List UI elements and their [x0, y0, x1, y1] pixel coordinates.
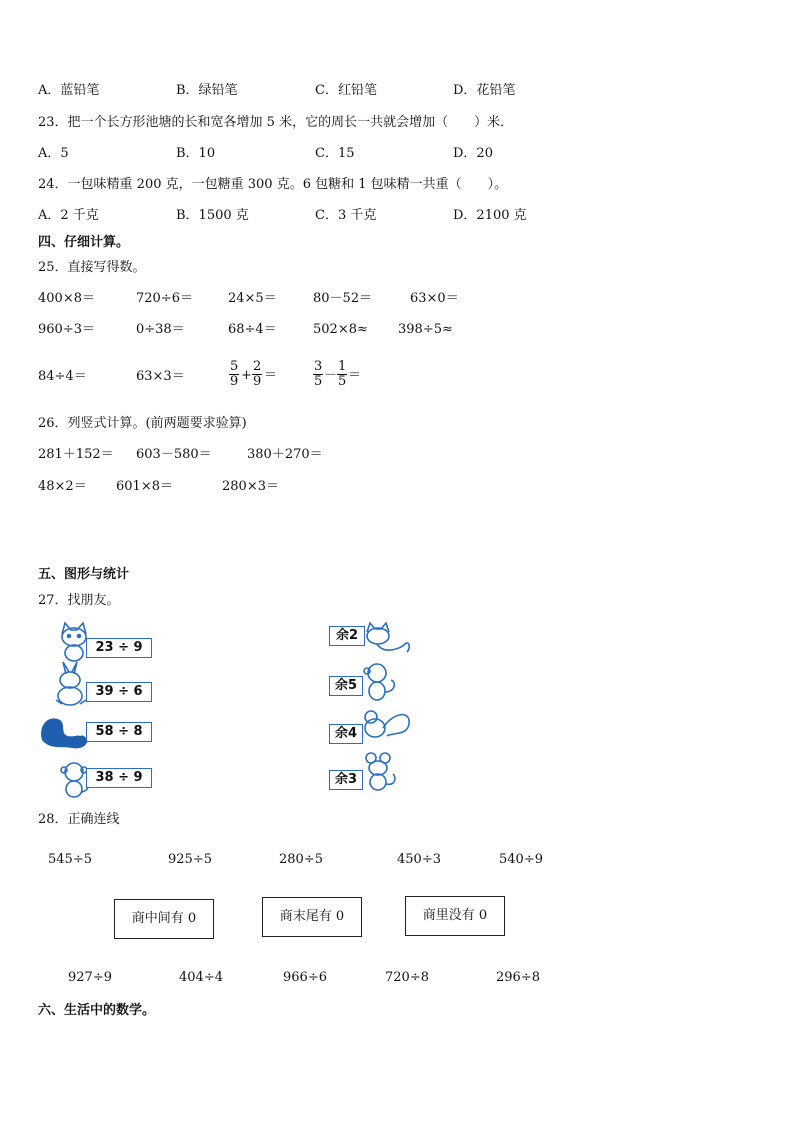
q22-option-c: C．红铅笔: [315, 83, 377, 98]
q24-option-c: C．3 千克: [315, 208, 377, 223]
q25-item: 502×8≈: [313, 322, 368, 337]
monkey-icon: [361, 662, 405, 704]
equals-sign: ＝: [264, 368, 278, 383]
q27-right-label: 余4: [329, 724, 363, 744]
q25-title: 25．直接写得数。: [38, 260, 146, 275]
q27-title: 27．找朋友。: [38, 593, 120, 608]
q23-option-c: C．15: [315, 146, 355, 161]
q26-item: 603－580＝: [136, 447, 212, 462]
equals-sign: ＝: [348, 368, 362, 383]
q25-item: 80－52＝: [313, 291, 373, 306]
section-6-title: 六、生活中的数学。: [38, 1003, 156, 1018]
cat-icon: [363, 620, 413, 658]
section-5-title: 五、图形与统计: [38, 567, 130, 582]
q25-item: 720÷6＝: [136, 291, 193, 306]
q27-left-card[interactable]: [58, 760, 156, 800]
q27-left-card[interactable]: [56, 618, 156, 664]
q26-item: 48×2＝: [38, 479, 87, 494]
q27-right-label: 余3: [329, 770, 363, 790]
plus-sign: +: [241, 368, 252, 383]
q27-left-label: 23 ÷ 9: [86, 638, 152, 658]
mouse-icon: [361, 750, 401, 792]
q25-item: 84÷4＝: [38, 369, 87, 384]
q27-left-card[interactable]: [52, 660, 156, 706]
q25-item: 24×5＝: [228, 291, 277, 306]
q28-bottom-item[interactable]: 966÷6: [283, 970, 327, 985]
q25-item: 960÷3＝: [38, 322, 95, 337]
q25-item: 0÷38＝: [136, 322, 185, 337]
q28-bottom-item[interactable]: 720÷8: [385, 970, 429, 985]
q26-item: 601×8＝: [116, 479, 173, 494]
q25-item: 398÷5≈: [398, 322, 453, 337]
q24-option-a: A．2 千克: [38, 208, 99, 223]
q26-item: 380＋270＝: [247, 447, 323, 462]
q27-right-card[interactable]: [329, 750, 419, 792]
q24-option-b: B．1500 克: [176, 208, 249, 223]
q27-left-card[interactable]: [38, 710, 156, 754]
q27-right-card[interactable]: [329, 706, 419, 748]
fraction: $\frac{3}{5}$: [314, 359, 323, 389]
q28-top-item[interactable]: 280÷5: [279, 852, 323, 867]
q27-left-label: 58 ÷ 8: [86, 722, 152, 742]
q27-right-label: 余5: [329, 676, 363, 696]
q23-option-a: A．5: [38, 146, 69, 161]
squirrel-icon: [359, 706, 415, 746]
q28-top-item[interactable]: 925÷5: [168, 852, 212, 867]
q28-box-no-zero[interactable]: 商里没有 0: [405, 896, 505, 936]
q28-bottom-item[interactable]: 296÷8: [496, 970, 540, 985]
q28-bottom-item[interactable]: 404÷4: [179, 970, 223, 985]
q22-option-a: A．蓝铅笔: [38, 83, 100, 98]
minus-sign: －: [324, 368, 338, 383]
fraction: $\frac{2}{9}$: [253, 359, 262, 389]
q28-box-end-zero[interactable]: 商末尾有 0: [262, 897, 362, 937]
q22-option-d: D．花铅笔: [453, 83, 516, 98]
q26-item: 281＋152＝: [38, 447, 114, 462]
q24-option-d: D．2100 克: [453, 208, 527, 223]
q28-top-item[interactable]: 450÷3: [397, 852, 441, 867]
section-4-title: 四、仔细计算。: [38, 235, 130, 250]
fraction: $\frac{1}{5}$: [338, 359, 347, 389]
q28-box-middle-zero[interactable]: 商中间有 0: [114, 899, 214, 939]
q28-title: 28．正确连线: [38, 812, 120, 827]
q28-bottom-item[interactable]: 927÷9: [68, 970, 112, 985]
q25-item: 68÷4＝: [228, 322, 277, 337]
q27-right-card[interactable]: [329, 620, 419, 660]
rabbit-icon: [52, 660, 90, 706]
q26-title: 26．列竖式计算。(前两题要求验算): [38, 416, 247, 431]
q27-right-card[interactable]: [329, 662, 419, 704]
q24-question: 24．一包味精重 200 克，一包糖重 300 克。6 包糖和 1 包味精一共重（ ）。: [38, 177, 508, 192]
q23-option-b: B．10: [176, 146, 216, 161]
q23-option-d: D．20: [453, 146, 493, 161]
squirrel-icon: [38, 710, 92, 752]
q25-item: 63×0＝: [410, 291, 459, 306]
fraction: $\frac{5}{9}$: [230, 359, 239, 389]
q28-top-item[interactable]: 540÷9: [499, 852, 543, 867]
q22-option-b: B．绿铅笔: [176, 83, 238, 98]
q27-right-label: 余2: [329, 626, 365, 646]
q27-left-label: 39 ÷ 6: [86, 682, 152, 702]
q23-question: 23．把一个长方形池塘的长和宽各增加 5 米，它的周长一共就会增加（ ）米．: [38, 115, 514, 130]
q26-item: 280×3＝: [222, 479, 279, 494]
q28-top-item[interactable]: 545÷5: [48, 852, 92, 867]
q27-left-label: 38 ÷ 9: [86, 768, 152, 788]
q25-item: 400×8＝: [38, 291, 95, 306]
q25-item: 63×3＝: [136, 369, 185, 384]
